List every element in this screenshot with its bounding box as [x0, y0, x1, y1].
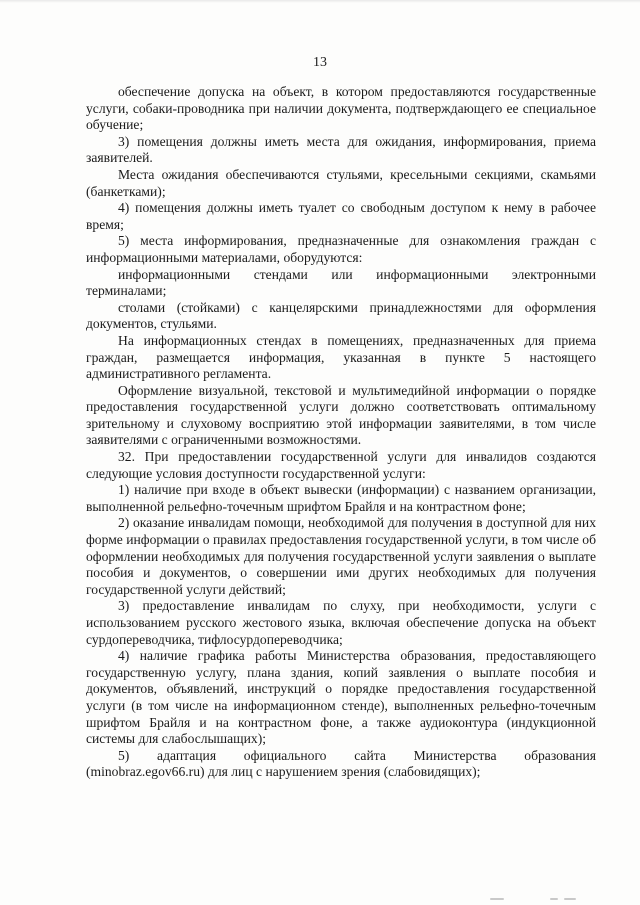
paragraph: 5) адаптация официального сайта Министерства образования (minobraz.egov66.ru) для лиц с нарушением зрения (слабовидящих);	[86, 747, 596, 780]
paragraph: 5) места информирования, предназначенные для ознакомления граждан с информационными материалами, оборудуются:	[86, 233, 596, 265]
scan-artifact	[490, 896, 610, 902]
paragraph: 32. При предоставлении государственной услуги для инвалидов создаются следующие условия доступности государственной услуги:	[86, 449, 596, 481]
paragraph: Места ожидания обеспечиваются стульями, кресельными секциями, скамьями (банкетками);	[86, 166, 596, 199]
paragraph: На информационных стендах в помещениях, предназначенных для приема граждан, размещается информация, указанная в пункте 5 настоящего административного регламента.	[86, 332, 596, 382]
document-body	[86, 84, 596, 781]
paragraph: столами (стойками) с канцелярскими принадлежностями для оформления документов, стульями.	[86, 299, 596, 332]
scan-edge	[0, 0, 640, 3]
paragraph: 3) помещения должны иметь места для ожидания, информирования, приема заявителей.	[86, 133, 596, 166]
paragraph: 4) наличие графика работы Министерства образования, предоставляющего государственную услугу, плана здания, копий заявления о выплате пособия и документов, объявлений, инструкций о порядке предоставления государственной услуги (в том числе на информационном стенде), выполненных рельефно-точечным шрифтом Брайля и на контрастном фоне, а также аудиоконтура (индукционной системы для слабослышащих);	[86, 648, 596, 747]
paragraph: Оформление визуальной, текстовой и мультимедийной информации о порядке предоставления государственной услуги должно соответствовать оптимальному зрительному и слуховому восприятию этой информации заявителями, в том числе заявителями с ограниченными возможностями.	[86, 382, 596, 448]
paragraph: 2) оказание инвалидам помощи, необходимой для получения в доступной для них форме информации о правилах предоставления государственной услуги, в том числе об оформлении необходимых для получения государственной услуги заявления о выплате пособия и документов, о совершении ими других необходимых для получения государственной услуги действий;	[86, 515, 596, 597]
page-number: 13	[313, 55, 327, 70]
paragraph: 4) помещения должны иметь туалет со свободным доступом к нему в рабочее время;	[86, 200, 596, 232]
paragraph: информационными стендами или информационными электронными терминалами;	[86, 266, 596, 299]
paragraph: 3) предоставление инвалидам по слуху, при необходимости, услуги с использованием русского жестового языка, включая обеспечение допуска на объект сурдопереводчика, тифлосурдопереводчика;	[86, 598, 596, 647]
paragraph: обеспечение допуска на объект, в котором предоставляются государственные услуги, собаки-проводника при наличии документа, подтверждающего ее специальное обучение;	[86, 84, 596, 133]
paragraph: 1) наличие при входе в объект вывески (информации) с названием организации, выполненной рельефно-точечным шрифтом Брайля и на контрастном фоне;	[86, 482, 596, 514]
